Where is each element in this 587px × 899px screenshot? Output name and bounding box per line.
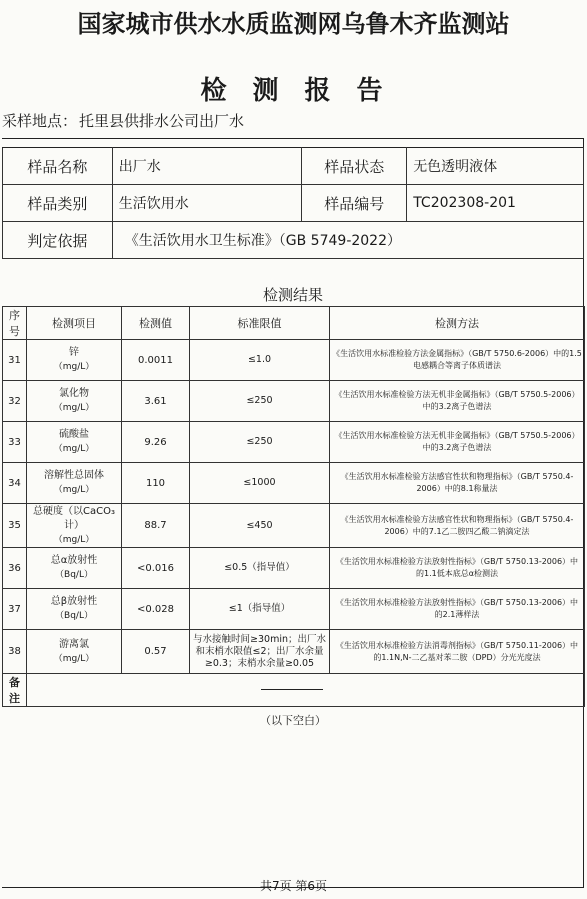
page-number: 共7页 第6页 — [259, 879, 328, 893]
organization-name: 国家城市供水水质监测网乌鲁木齐监测站 — [77, 10, 510, 38]
row-item-name: 总β放射性 — [50, 596, 98, 607]
sample-state-value: 无色透明液体 — [407, 148, 584, 185]
row-item-name: 锌 — [69, 347, 79, 358]
sample-name-label: 样品名称 — [3, 148, 113, 185]
header-item: 检测项目 — [27, 307, 122, 340]
row-no-text: 36 — [8, 562, 21, 574]
row-value — [122, 340, 190, 381]
row-item-unit: （mg/L） — [53, 403, 95, 413]
row-item-name: 硫酸盐 — [59, 429, 89, 440]
blank-note: （以下空白） — [260, 714, 326, 727]
row-no-text: 37 — [8, 603, 21, 615]
row-limit-text: ≤1000 — [243, 477, 276, 488]
row-method-text: 《生活饮用水标准检验方法放射性指标》（GB/T 5750.13-2006）中的2.1薄样法 — [335, 598, 579, 619]
row-item-name: 游离氯 — [59, 638, 89, 650]
row-limit — [190, 548, 330, 589]
row-no-text: 31 — [8, 354, 21, 366]
row-no-text: 33 — [8, 436, 21, 448]
row-value-text: <0.016 — [136, 562, 174, 574]
header-method: 检测方法 — [330, 307, 585, 340]
sample-category-value: 生活饮用水 — [112, 185, 302, 222]
row-no — [3, 340, 27, 381]
header-limit: 标准限值 — [190, 307, 330, 340]
row-method — [330, 630, 585, 674]
sample-info-table — [2, 147, 584, 259]
row-method — [330, 504, 585, 548]
sample-category-label: 样品类别 — [3, 185, 113, 222]
row-method-text: 《生活饮用水标准检验方法金属指标》（GB/T 5750.6-2006）中的1.5电感耦合等离子体质谱法 — [332, 349, 582, 370]
row-method — [330, 340, 585, 381]
row-value — [122, 504, 190, 548]
row-method — [330, 548, 585, 589]
row-item-unit: （mg/L） — [53, 444, 95, 454]
row-item — [27, 381, 122, 422]
table-row — [3, 463, 585, 504]
row-item — [27, 630, 122, 674]
row-value-text: 0.0011 — [138, 354, 173, 366]
row-method-text: 《生活饮用水标准检验方法消毒剂指标》（GB/T 5750.11-2006）中的1.1N,N-二乙基对苯二胺（DPD）分光光度法 — [335, 640, 579, 662]
sample-number-label: 样品编号 — [302, 185, 407, 222]
row-no-text: 32 — [8, 395, 21, 407]
row-limit-text: ≤1.0 — [247, 354, 272, 365]
remark-value — [27, 674, 585, 707]
row-limit-text: 与水接触时间≥30min；出厂水和末梢水限值≤2；出厂水余量≥0.3；末梢水余量≥0.05 — [193, 633, 326, 669]
row-limit — [190, 463, 330, 504]
remark-dash — [261, 689, 323, 690]
row-item — [27, 589, 122, 630]
row-method-text: 《生活饮用水标准检验方法感官性状和物理指标》（GB/T 5750.4-2006）中的8.1称量法 — [340, 472, 574, 493]
row-value-text: 110 — [145, 477, 166, 489]
row-limit — [190, 381, 330, 422]
row-value-text: 88.7 — [144, 520, 167, 531]
row-item — [27, 504, 122, 548]
header-value: 检测值 — [122, 307, 190, 340]
row-limit-text: ≤450 — [246, 519, 273, 531]
sample-state-label: 样品状态 — [302, 148, 407, 185]
row-item-name: 总α放射性 — [50, 555, 98, 566]
row-limit — [190, 340, 330, 381]
row-no-text: 34 — [8, 477, 21, 489]
row-no — [3, 548, 27, 589]
row-limit-text: ≤1（指导值） — [228, 603, 291, 614]
row-method-text: 《生活饮用水标准检验方法无机非金属指标》（GB/T 5750.5-2006）中的3.2离子色谱法 — [334, 390, 580, 411]
row-item-unit: （mg/L） — [53, 485, 95, 495]
row-limit-text: ≤0.5（指导值） — [224, 562, 295, 573]
row-method-text: 《生活饮用水标准检验方法无机非金属指标》（GB/T 5750.5-2006）中的3.2离子色谱法 — [334, 431, 580, 452]
row-no — [3, 630, 27, 674]
sample-location-label: 采样地点： — [2, 112, 78, 130]
row-method-text: 《生活饮用水标准检验方法感官性状和物理指标》（GB/T 5750.4-2006）中的7.1乙二胺四乙酸二钠滴定法 — [340, 514, 574, 536]
row-method — [330, 381, 585, 422]
table-row — [3, 381, 585, 422]
sample-location — [0, 110, 244, 131]
row-item-name: 氯化物 — [59, 388, 89, 399]
row-item-unit: （Bq/L） — [55, 570, 93, 580]
row-no — [3, 589, 27, 630]
row-method — [330, 589, 585, 630]
sample-location-value: 托里县供排水公司出厂水 — [79, 112, 245, 130]
row-item-name: 溶解性总固体 — [44, 470, 104, 481]
header-no: 序号 — [3, 307, 27, 340]
row-item-unit: （mg/L） — [53, 362, 95, 372]
row-item — [27, 463, 122, 504]
row-item-unit: （Bq/L） — [55, 611, 93, 621]
row-value — [122, 630, 190, 674]
remark-label: 备注 — [3, 674, 27, 707]
row-item — [27, 422, 122, 463]
sample-name-value: 出厂水 — [112, 148, 302, 185]
table-row — [3, 340, 585, 381]
table-row — [3, 548, 585, 589]
row-limit — [190, 422, 330, 463]
judgment-basis-value: 《生活饮用水卫生标准》（GB 5749-2022） — [112, 222, 583, 259]
remark-row — [3, 674, 585, 707]
row-no — [3, 422, 27, 463]
table-row — [3, 504, 585, 548]
judgment-basis-label: 判定依据 — [3, 222, 113, 259]
row-value-text: 9.26 — [144, 436, 167, 448]
report-title: 检测报告 — [200, 76, 409, 106]
sample-number-value: TC202308-201 — [407, 185, 584, 222]
row-method-text: 《生活饮用水标准检验方法放射性指标》（GB/T 5750.13-2006）中的1.1低本底总α检测法 — [335, 557, 579, 578]
row-value-text: 0.57 — [144, 646, 167, 657]
row-no-text: 38 — [8, 646, 21, 657]
row-item-name: 总硬度（以CaCO₃计） — [33, 505, 115, 531]
row-limit — [190, 630, 330, 674]
row-item-unit: （mg/L） — [53, 534, 95, 545]
row-limit-text: ≤250 — [246, 436, 273, 447]
row-value — [122, 381, 190, 422]
results-table — [2, 306, 585, 707]
results-header-row — [3, 307, 585, 340]
row-limit — [190, 504, 330, 548]
row-no-text: 35 — [8, 520, 21, 531]
row-value — [122, 422, 190, 463]
row-value-text: <0.028 — [136, 603, 174, 615]
row-method — [330, 422, 585, 463]
row-limit-text: ≤250 — [246, 395, 273, 406]
row-limit — [190, 589, 330, 630]
results-title: 检测结果 — [262, 286, 323, 304]
row-item-unit: （mg/L） — [53, 653, 95, 664]
row-value — [122, 589, 190, 630]
row-item — [27, 548, 122, 589]
row-no — [3, 381, 27, 422]
table-row — [3, 630, 585, 674]
table-row — [3, 422, 585, 463]
row-value — [122, 463, 190, 504]
row-no — [3, 463, 27, 504]
row-value-text: 3.61 — [144, 395, 167, 407]
row-method — [330, 463, 585, 504]
row-value — [122, 548, 190, 589]
row-no — [3, 504, 27, 548]
row-item — [27, 340, 122, 381]
table-row — [3, 589, 585, 630]
